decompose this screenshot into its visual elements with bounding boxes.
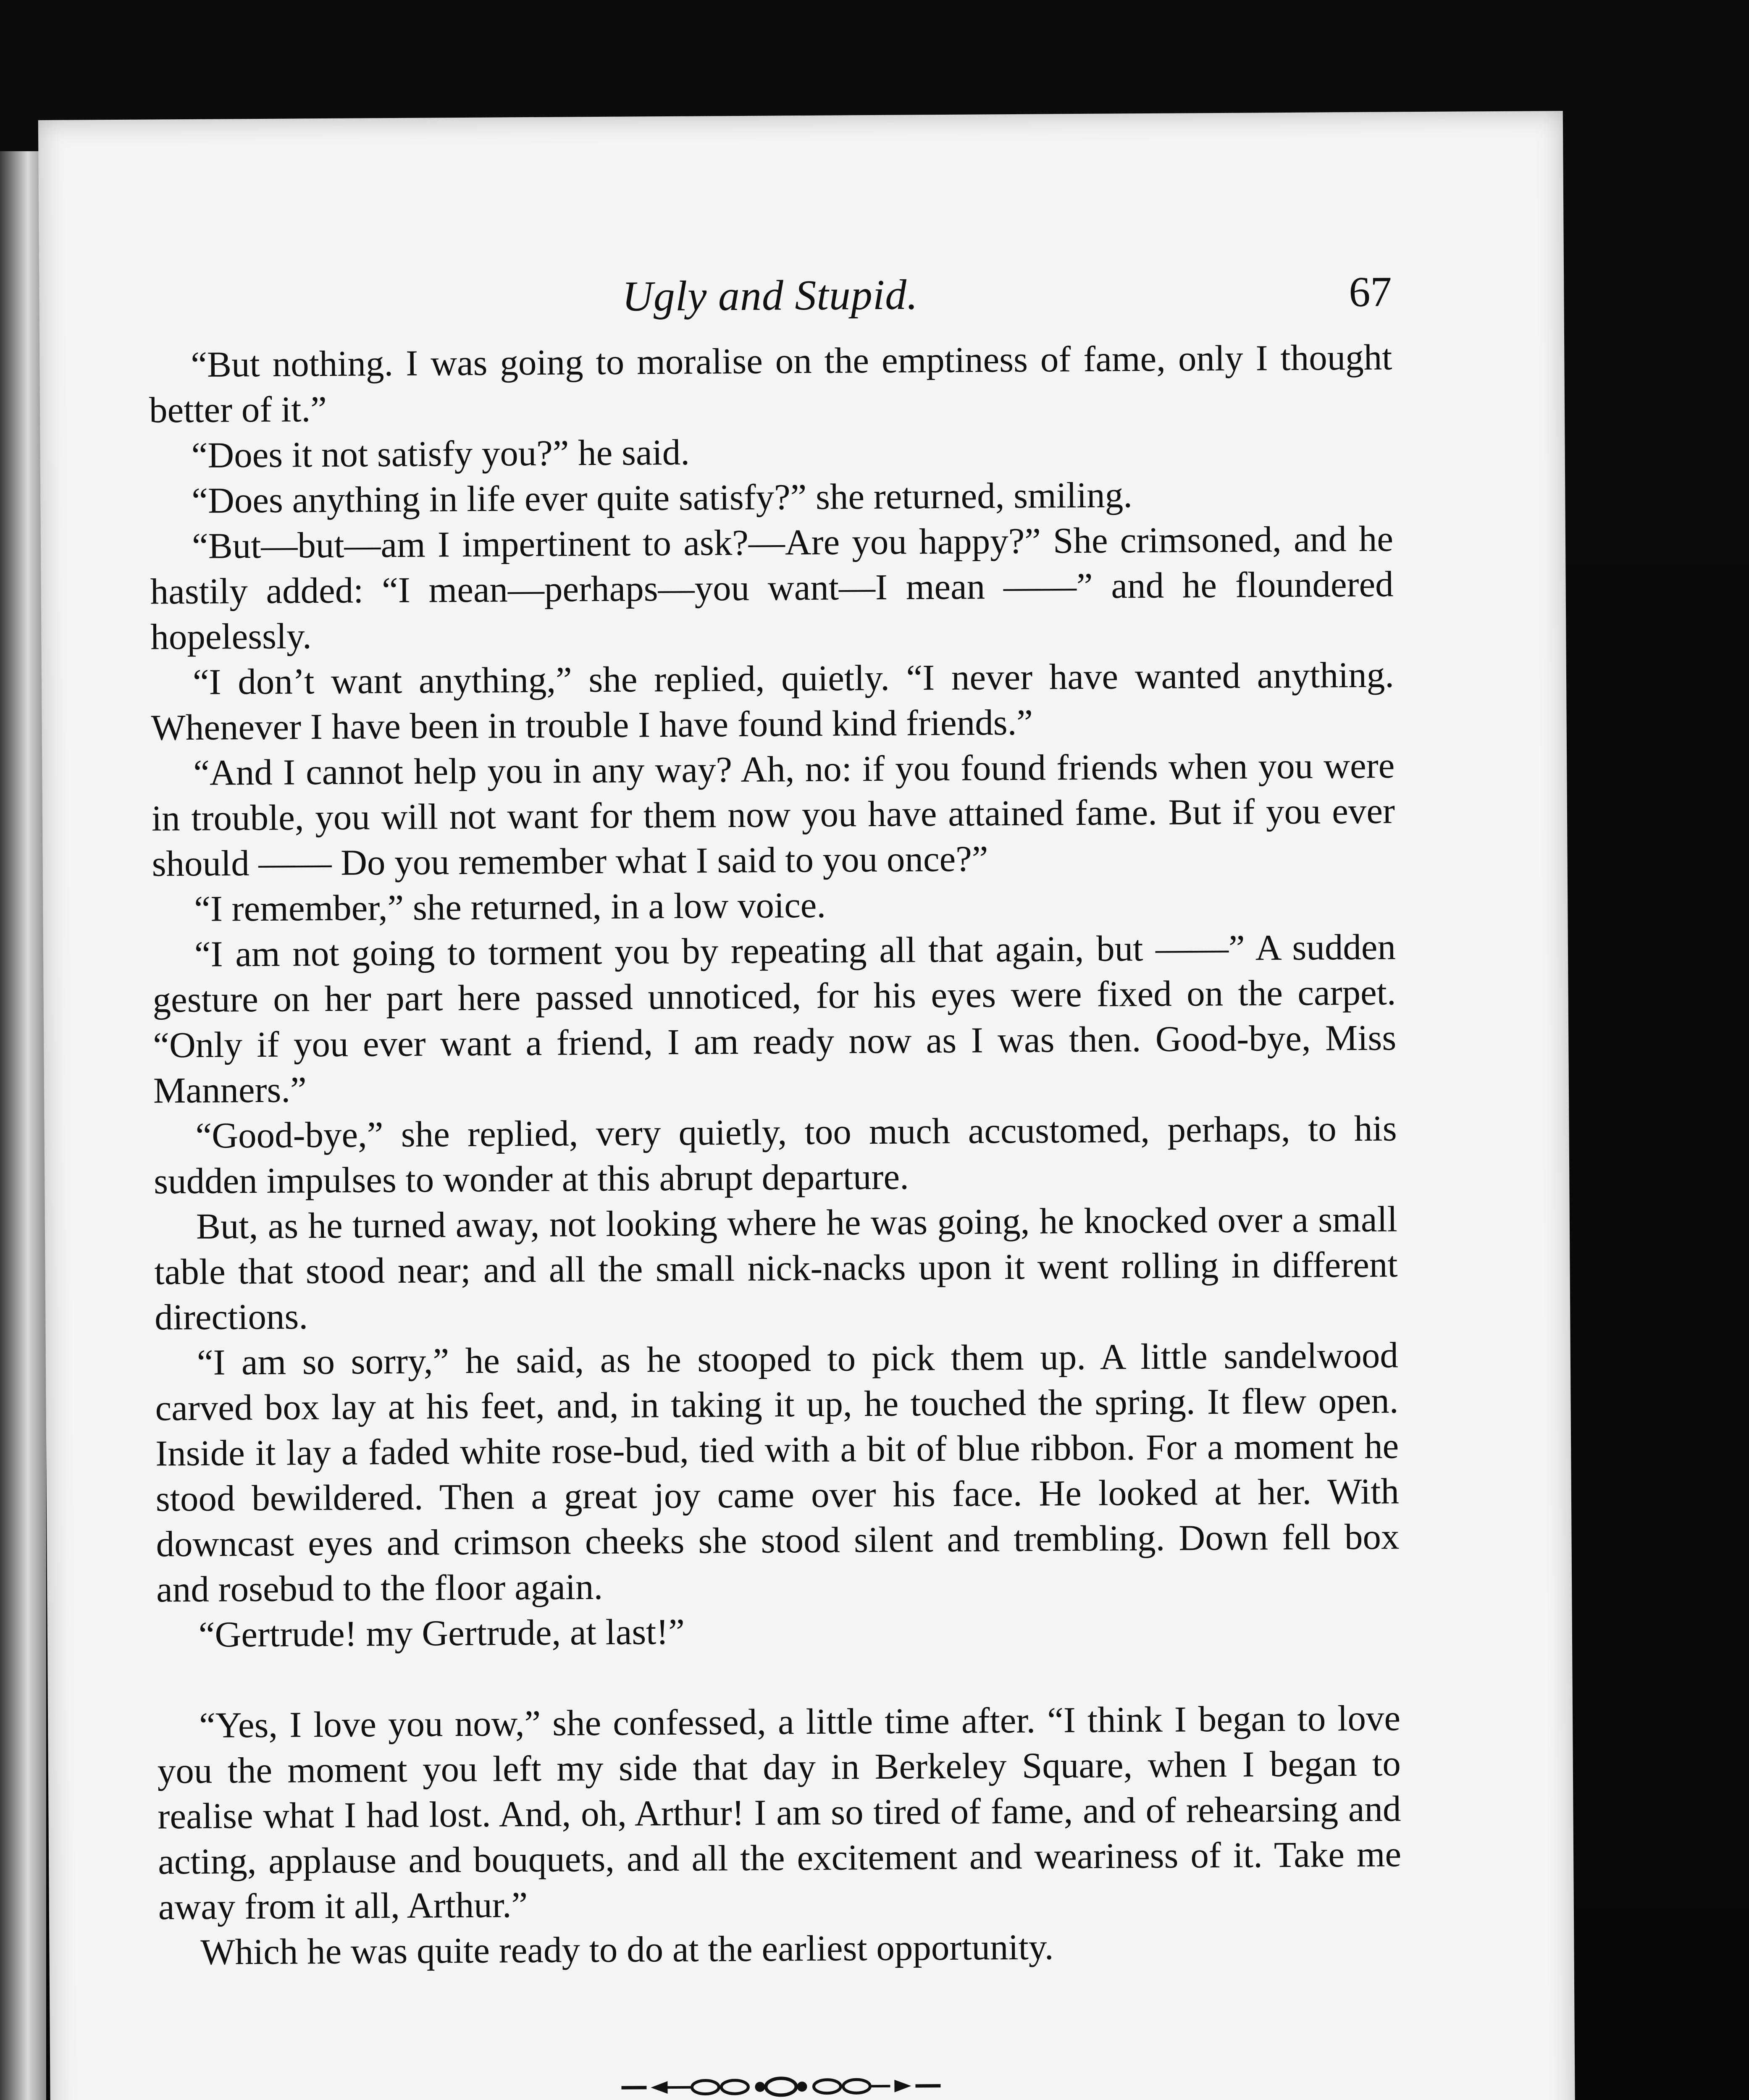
paragraph: “I am not going to torment you by repeating all that again, but ——” A sudden gesture on her part here passed unnoticed, for his eyes were fixed on the carpet. “Only if you ever want a friend, I am ready now as I was then. Good-bye, Miss Manners.” bbox=[152, 926, 1397, 1111]
running-head bbox=[148, 267, 1392, 342]
paragraph: “I don’t want anything,” she replied, quietly. “I never have wanted anything. Whenever I have been in trouble I have found kind friends.” bbox=[151, 654, 1394, 748]
body-text bbox=[149, 334, 1402, 1975]
paragraph: “But—but—am I impertinent to ask?—Are you happy?” She crimsoned, and he hastily added: “I mean—perhaps—you want—I mean ——” and he floundered hopelessly. bbox=[150, 518, 1394, 657]
paragraph: “But nothing. I was going to moralise on the emptiness of fame, only I thought better of it.” bbox=[149, 336, 1392, 430]
tailpiece-ornament-icon bbox=[159, 2068, 1402, 2100]
page-content bbox=[148, 267, 1403, 2100]
adjacent-page-edge bbox=[0, 151, 46, 2100]
paragraph: “I am so sorry,” he said, as he stooped to pick them up. A little sandelwood carved box lay at his feet, and, in taking it up, he touched the spring. It flew open. Inside it lay a faded white rose-bud, tied with a bit of blue ribbon. For a moment he stood bewildered. Then a great joy came over his face. He looked at her. With downcast eyes and crimson cheeks she stood silent and trembling. Down fell box and rosebud to the floor again. bbox=[155, 1334, 1400, 1610]
paragraph: Which he was quite ready to do at the earliest opportunity. bbox=[200, 1926, 1054, 1972]
paragraph: “Does anything in life ever quite satisfy?” she returned, smiling. bbox=[192, 474, 1133, 521]
paragraph: “And I cannot help you in any way? Ah, no: if you found friends when you were in trouble, you will not want for them now you have attained fame. But if you ever should —— Do you remember what I said to you once?” bbox=[151, 745, 1395, 884]
paragraph: “Gertrude! my Gertrude, at last!” bbox=[198, 1611, 685, 1655]
paragraph: “I remember,” she returned, in a low voice. bbox=[194, 884, 826, 929]
paragraph: “Does it not satisfy you?” he said. bbox=[191, 431, 690, 475]
page-number: 67 bbox=[1349, 268, 1392, 316]
paragraph: But, as he turned away, not looking where he was going, he knocked over a small table that stood near; and all the small nick-nacks upon it went rolling in different directions. bbox=[154, 1198, 1398, 1338]
paragraph: “Yes, I love you now,” she confessed, a little time after. “I think I began to love you the moment you left my side that day in Berkeley Square, when I began to realise what I had lost. And, oh, Arthur! I am so tired of fame, and of rehearsing and acting, applause and bouquets, and all the excitement and weariness of it. Take me away from it all, Arthur.” bbox=[157, 1697, 1402, 1927]
paragraph: “Good-bye,” she replied, very quietly, too much accustomed, perhaps, to his sudden impulses to wonder at this abrupt departure. bbox=[153, 1108, 1397, 1202]
running-title: Ugly and Stupid. bbox=[622, 271, 918, 320]
book-page bbox=[38, 111, 1579, 2100]
